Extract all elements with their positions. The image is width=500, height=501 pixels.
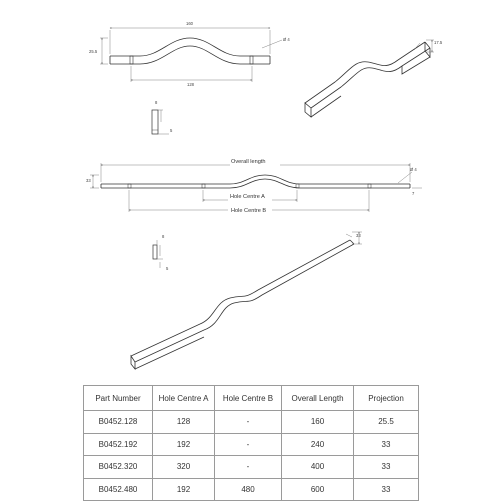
cell-overall-length: 240 bbox=[282, 433, 354, 456]
view1-dimensions bbox=[100, 28, 282, 82]
cell-hole-centre-b: - bbox=[215, 456, 282, 479]
cell-overall-length: 160 bbox=[282, 411, 354, 434]
view3-hole-a-label: Hole Centre A bbox=[230, 194, 265, 200]
handle-front-view-long bbox=[101, 175, 410, 188]
header-overall-length: Overall Length bbox=[282, 386, 354, 411]
table-header-row bbox=[84, 386, 419, 411]
cell-hole-centre-a: 128 bbox=[153, 411, 215, 434]
cell-hole-centre-b: - bbox=[215, 411, 282, 434]
view3-projection-dim: 33 bbox=[86, 178, 91, 183]
table-row bbox=[84, 433, 419, 456]
cell-projection: 33 bbox=[354, 478, 419, 501]
view1-hole-centre-dim: 128 bbox=[187, 82, 194, 87]
handle-isometric-small bbox=[305, 42, 430, 117]
cell-part-number: B0452.192 bbox=[84, 433, 153, 456]
section1-width-dim: 5 bbox=[170, 128, 173, 133]
cell-overall-length: 400 bbox=[282, 456, 354, 479]
view1-projection-dim: 25.5 bbox=[89, 49, 98, 54]
section1-height-dim: 8 bbox=[155, 100, 158, 105]
table-row bbox=[84, 456, 419, 479]
cell-projection: 33 bbox=[354, 456, 419, 479]
cell-hole-centre-b: 480 bbox=[215, 478, 282, 501]
header-projection: Projection bbox=[354, 386, 419, 411]
view3-hole-b-label: Hole Centre B bbox=[231, 208, 267, 214]
header-hole-centre-b: Hole Centre B bbox=[215, 386, 282, 411]
cell-part-number: B0452.128 bbox=[84, 411, 153, 434]
view3-diameter-dim: Ø 4 bbox=[410, 167, 417, 172]
view2-projection-dim: 17.5 bbox=[434, 40, 443, 45]
section2-width-dim: 5 bbox=[166, 266, 169, 271]
cell-hole-centre-a: 320 bbox=[153, 456, 215, 479]
handle-isometric-long bbox=[131, 240, 354, 369]
view3-end-dim: 7 bbox=[412, 191, 415, 196]
cross-section-1 bbox=[152, 110, 158, 134]
cell-overall-length: 600 bbox=[282, 478, 354, 501]
view4-projection-dim: 33 bbox=[356, 233, 361, 238]
table-row bbox=[84, 478, 419, 501]
table-row bbox=[84, 411, 419, 434]
cell-part-number: B0452.480 bbox=[84, 478, 153, 501]
view1-diameter-dim: Ø 4 bbox=[283, 37, 290, 42]
cell-projection: 33 bbox=[354, 433, 419, 456]
view2-dimensions bbox=[414, 40, 434, 52]
view1-overall-dim: 160 bbox=[186, 21, 193, 26]
handle-front-view-small bbox=[110, 38, 270, 64]
header-part-number: Part Number bbox=[84, 386, 153, 411]
cross-section-2 bbox=[153, 245, 157, 259]
cell-part-number: B0452.320 bbox=[84, 456, 153, 479]
view3-overall-label: Overall length bbox=[231, 159, 266, 165]
section2-height-dim: 8 bbox=[162, 234, 165, 239]
cell-projection: 25.5 bbox=[354, 411, 419, 434]
section2-dimensions bbox=[157, 240, 163, 268]
view3-dimensions bbox=[90, 163, 422, 212]
cell-hole-centre-a: 192 bbox=[153, 478, 215, 501]
cell-hole-centre-a: 192 bbox=[153, 433, 215, 456]
cell-hole-centre-b: - bbox=[215, 433, 282, 456]
header-hole-centre-a: Hole Centre A bbox=[153, 386, 215, 411]
specification-table bbox=[83, 385, 419, 501]
section1-dimensions bbox=[158, 110, 169, 134]
